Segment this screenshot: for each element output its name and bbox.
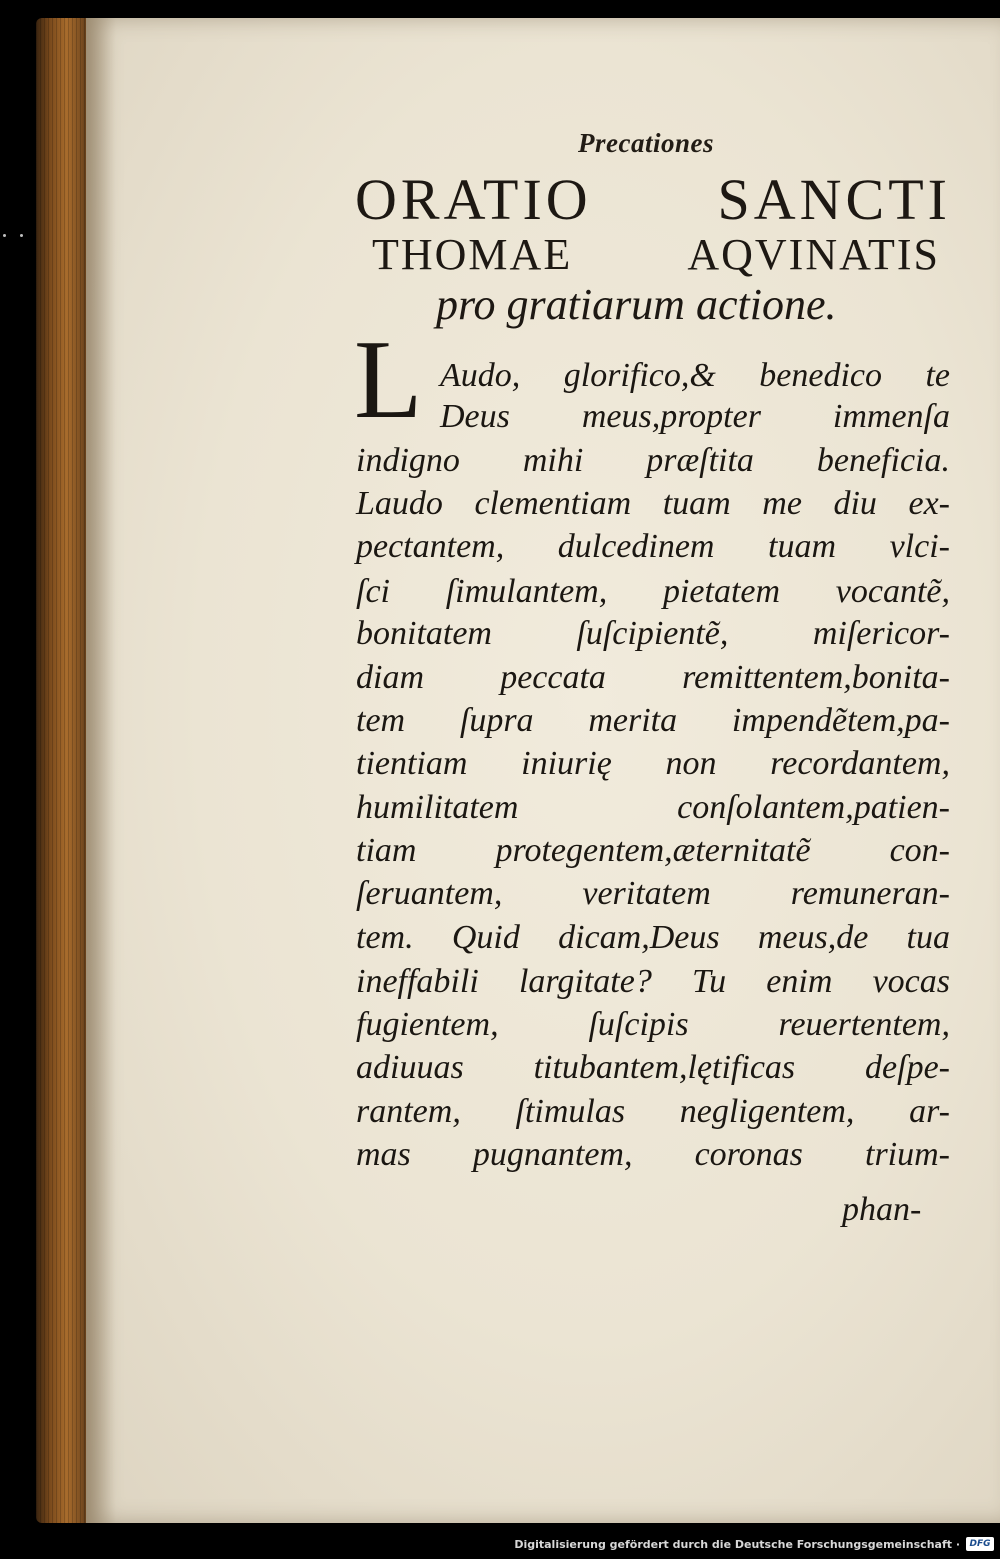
funding-credit: Digitalisierung gefördert durch die Deutsche Forschungsgemeinschaft ·: [514, 1538, 960, 1551]
running-head: Precationes: [578, 128, 714, 158]
body-line: pectantem, dulcedinem tuam vlci-: [356, 528, 950, 565]
body-line: mas pugnantem, coronas trium-: [356, 1136, 950, 1173]
body-line: Audo, glorifico,& benedico te: [440, 357, 950, 394]
body-line: ſci ſimulantem, pietatem vocantẽ,: [356, 573, 950, 610]
dfg-logo-icon: DFG: [966, 1537, 994, 1551]
body-line: rantem, ſtimulas negligentem, ar-: [356, 1093, 950, 1130]
body-line: humilitatem conſolantem,patien-: [356, 789, 950, 826]
body-line: Laudo clementiam tuam me diu ex-: [356, 485, 950, 522]
body-line: tem. Quid dicam,Deus meus,de tua: [356, 919, 950, 956]
title-line-1: ORATIO SANCTI: [355, 167, 951, 232]
body-line: tientiam iniurię non recordantem,: [356, 745, 950, 782]
body-line: tiam protegentem,æternitatẽ con-: [356, 832, 950, 869]
drop-cap: L: [354, 318, 423, 442]
body-line: adiuuas titubantem,lętificas deſpe-: [356, 1049, 950, 1086]
body-line: fugientem, ſuſcipis reuertentem,: [356, 1006, 950, 1043]
body-line: ſeruantem, veritatem remuneran-: [356, 875, 950, 912]
catchword: phan-: [842, 1191, 922, 1228]
title-line-2: THOMAE AQVINATIS: [372, 230, 940, 279]
body-line: indigno mihi præſtita beneficia.: [356, 442, 950, 479]
body-line: Deus meus,propter immenſa: [440, 398, 950, 435]
body-line: tem ſupra merita impendẽtem,pa-: [356, 702, 950, 739]
body-line: bonitatem ſuſcipientẽ, miſericor-: [356, 615, 950, 652]
body-line: ineffabili largitate? Tu enim vocas: [356, 963, 950, 1000]
book-page-edge: [36, 18, 92, 1523]
title-line-3: pro gratiarum actione.: [436, 280, 837, 329]
body-line: diam peccata remittentem,bonita-: [356, 659, 950, 696]
